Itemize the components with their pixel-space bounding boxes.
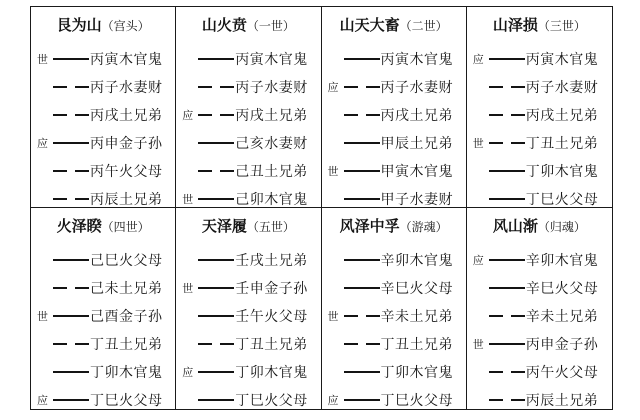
shi-ying-mark: 应 (327, 394, 339, 407)
yao-line (473, 73, 606, 101)
yin-line-symbol (489, 137, 525, 149)
hexagram-title (328, 216, 460, 246)
yin-line-symbol (489, 394, 525, 406)
yao-line (37, 358, 169, 386)
yao-line (37, 73, 169, 101)
line-label: 丙午火父母 (525, 365, 599, 381)
line-label: 壬戌土兄弟 (235, 253, 308, 269)
yao-line (37, 386, 169, 409)
yin-line-symbol (344, 310, 380, 322)
hexagram-tag: （三世） (537, 19, 586, 33)
yao-line (182, 157, 314, 185)
yao-line (328, 358, 460, 386)
yao-line (182, 101, 314, 129)
line-label: 丙子水妻财 (380, 80, 453, 96)
line-list (473, 45, 606, 208)
yang-line-symbol (198, 254, 234, 266)
yao-line (328, 45, 460, 73)
yao-line (328, 274, 460, 302)
hexagram-title (182, 15, 314, 45)
yao-line (473, 274, 606, 302)
line-label: 丁丑土兄弟 (235, 337, 308, 353)
line-label: 己巳火父母 (90, 253, 163, 269)
yang-line-symbol (198, 193, 234, 205)
yao-line (37, 129, 169, 157)
line-label: 丙寅木官鬼 (90, 52, 163, 68)
hexagram-tag: （二世） (399, 19, 448, 33)
line-list (328, 45, 460, 208)
line-label: 丙子水妻财 (235, 80, 308, 96)
yao-line (37, 45, 169, 73)
line-label: 辛巳火父母 (380, 281, 453, 297)
line-label: 丙戌土兄弟 (380, 108, 453, 124)
yin-line-symbol (53, 109, 89, 121)
hexagram-tag: （四世） (101, 220, 150, 234)
hexagram-title (182, 216, 314, 246)
yin-line-symbol (344, 109, 380, 121)
shi-ying-mark: 应 (182, 366, 194, 379)
yin-line-symbol (344, 338, 380, 350)
yao-line (328, 101, 460, 129)
shi-ying-mark: 应 (182, 109, 194, 122)
yao-line (37, 330, 169, 358)
line-list (37, 246, 169, 409)
hexagram-cell (322, 7, 467, 208)
yao-line (473, 129, 606, 157)
yin-line-symbol (53, 165, 89, 177)
line-label: 甲寅木官鬼 (380, 164, 453, 180)
line-label: 丁巳火父母 (90, 393, 163, 409)
line-label: 丙寅木官鬼 (235, 52, 308, 68)
yang-line-symbol (489, 338, 525, 350)
line-label: 辛未土兄弟 (525, 309, 599, 325)
yang-line-symbol (489, 193, 525, 205)
line-list (37, 45, 169, 208)
hexagram-title (37, 216, 169, 246)
line-label: 丙子水妻财 (90, 80, 163, 96)
yang-line-symbol (198, 394, 234, 406)
line-label: 己丑土兄弟 (235, 164, 308, 180)
yin-line-symbol (53, 338, 89, 350)
yin-line-symbol (489, 310, 525, 322)
hexagram-cell (31, 7, 176, 208)
line-label: 丙午火父母 (90, 164, 163, 180)
yao-line (328, 302, 460, 330)
yao-line (473, 157, 606, 185)
yao-line (37, 274, 169, 302)
hexagram-cell (467, 7, 612, 208)
line-label: 壬申金子孙 (235, 281, 308, 297)
hexagram-name: 风山渐 (492, 217, 538, 235)
line-list (473, 246, 606, 409)
line-label: 己未土兄弟 (90, 281, 163, 297)
line-label: 丙子水妻财 (525, 80, 599, 96)
line-label: 丙戌土兄弟 (235, 108, 308, 124)
hexagram-table (30, 6, 613, 410)
shi-ying-mark: 世 (472, 137, 484, 150)
yin-line-symbol (53, 81, 89, 93)
hexagram-title (37, 15, 169, 45)
shi-ying-mark: 世 (37, 310, 48, 323)
line-label: 丁巳火父母 (380, 393, 453, 409)
yao-line (328, 129, 460, 157)
yin-line-symbol (198, 165, 234, 177)
yang-line-symbol (53, 310, 89, 322)
shi-ying-mark: 应 (472, 254, 484, 267)
hexagram-title (473, 216, 606, 246)
hexagram-tag: （五世） (246, 220, 295, 234)
line-list (328, 246, 460, 409)
line-label: 辛巳火父母 (525, 281, 599, 297)
shi-ying-mark: 应 (37, 137, 48, 150)
shi-ying-mark: 应 (472, 53, 484, 66)
line-label: 丙戌土兄弟 (90, 108, 163, 124)
hexagram-cell (322, 208, 467, 409)
yin-line-symbol (489, 109, 525, 121)
yao-line (473, 101, 606, 129)
yao-line (473, 386, 606, 409)
yao-line (473, 302, 606, 330)
yao-line (473, 358, 606, 386)
shi-ying-mark: 世 (182, 193, 194, 206)
yao-line (182, 330, 314, 358)
yao-line (473, 330, 606, 358)
yao-line (328, 157, 460, 185)
yao-line (182, 246, 314, 274)
yao-line (473, 185, 606, 208)
line-label: 丙寅木官鬼 (525, 52, 599, 68)
yang-line-symbol (198, 137, 234, 149)
yin-line-symbol (489, 366, 525, 378)
line-label: 丁巳火父母 (525, 192, 599, 208)
hexagram-name: 艮为山 (56, 16, 102, 34)
line-label: 丙辰土兄弟 (90, 192, 163, 208)
yang-line-symbol (198, 366, 234, 378)
yao-line (182, 274, 314, 302)
hexagram-name: 火泽睽 (56, 217, 102, 235)
yao-line (37, 101, 169, 129)
yao-line (328, 185, 460, 208)
line-label: 丁巳火父母 (235, 393, 308, 409)
hexagram-title (328, 15, 460, 45)
line-label: 丙寅木官鬼 (380, 52, 453, 68)
yin-line-symbol (198, 338, 234, 350)
hexagram-cell (467, 208, 612, 409)
yang-line-symbol (344, 137, 380, 149)
yang-line-symbol (489, 165, 525, 177)
yang-line-symbol (344, 366, 380, 378)
line-label: 丁卯木官鬼 (90, 365, 163, 381)
shi-ying-mark: 世 (472, 338, 484, 351)
yao-line (328, 386, 460, 409)
line-label: 壬午火父母 (235, 309, 308, 325)
yao-line (473, 246, 606, 274)
line-label: 丙申金子孙 (90, 136, 163, 152)
yin-line-symbol (344, 81, 380, 93)
line-label: 辛卯木官鬼 (525, 253, 599, 269)
line-label: 丁丑土兄弟 (90, 337, 163, 353)
yao-line (182, 185, 314, 208)
yang-line-symbol (489, 53, 525, 65)
shi-ying-mark: 世 (327, 310, 339, 323)
line-label: 丙辰土兄弟 (525, 393, 599, 409)
yin-line-symbol (489, 81, 525, 93)
yang-line-symbol (53, 254, 89, 266)
shi-ying-mark: 应 (327, 81, 339, 94)
yang-line-symbol (53, 53, 89, 65)
yao-line (182, 45, 314, 73)
yang-line-symbol (198, 53, 234, 65)
yang-line-symbol (489, 254, 525, 266)
shi-ying-mark: 世 (182, 282, 194, 295)
line-label: 丁丑土兄弟 (380, 337, 453, 353)
hexagram-tag: （游魂） (399, 220, 448, 234)
line-label: 甲子水妻财 (380, 192, 453, 208)
hexagram-tag: （宫头） (101, 19, 150, 33)
line-label: 辛未土兄弟 (380, 309, 453, 325)
line-label: 己亥水妻财 (235, 136, 308, 152)
line-label: 辛卯木官鬼 (380, 253, 453, 269)
yao-line (37, 302, 169, 330)
line-label: 丙戌土兄弟 (525, 108, 599, 124)
hexagram-name: 风泽中孚 (339, 217, 400, 235)
yang-line-symbol (53, 137, 89, 149)
line-list (182, 246, 314, 409)
yang-line-symbol (53, 366, 89, 378)
hexagram-cell (31, 208, 176, 409)
yao-line (37, 246, 169, 274)
yao-line (182, 129, 314, 157)
line-list (182, 45, 314, 208)
yang-line-symbol (344, 394, 380, 406)
yang-line-symbol (198, 282, 234, 294)
yin-line-symbol (53, 193, 89, 205)
yao-line (182, 302, 314, 330)
yao-line (328, 246, 460, 274)
yao-line (473, 45, 606, 73)
yin-line-symbol (53, 282, 89, 294)
hexagram-name: 山泽损 (492, 16, 538, 34)
shi-ying-mark: 世 (327, 165, 339, 178)
line-label: 丁卯木官鬼 (525, 164, 599, 180)
hexagram-name: 天泽履 (201, 217, 247, 235)
hexagram-cell (176, 208, 321, 409)
yao-line (37, 157, 169, 185)
line-label: 甲辰土兄弟 (380, 136, 453, 152)
hexagram-name: 山天大畜 (339, 16, 400, 34)
yin-line-symbol (198, 81, 234, 93)
hexagram-cell (176, 7, 321, 208)
yao-line (328, 73, 460, 101)
yao-line (182, 358, 314, 386)
hexagram-title (473, 15, 606, 45)
yang-line-symbol (344, 254, 380, 266)
hexagram-name: 山火贲 (201, 16, 247, 34)
line-label: 己卯木官鬼 (235, 192, 308, 208)
line-label: 丁丑土兄弟 (525, 136, 599, 152)
yang-line-symbol (489, 282, 525, 294)
shi-ying-mark: 应 (37, 394, 48, 407)
hexagram-tag: （一世） (246, 19, 295, 33)
yang-line-symbol (344, 282, 380, 294)
shi-ying-mark: 世 (37, 53, 48, 66)
yao-line (328, 330, 460, 358)
line-label: 丁卯木官鬼 (235, 365, 308, 381)
yao-line (182, 73, 314, 101)
line-label: 己酉金子孙 (90, 309, 163, 325)
yao-line (37, 185, 169, 208)
yang-line-symbol (198, 310, 234, 322)
line-label: 丁卯木官鬼 (380, 365, 453, 381)
yin-line-symbol (198, 109, 234, 121)
hexagram-tag: （归魂） (537, 220, 586, 234)
yang-line-symbol (53, 394, 89, 406)
yang-line-symbol (344, 53, 380, 65)
line-label: 丙申金子孙 (525, 337, 599, 353)
yang-line-symbol (344, 193, 380, 205)
yang-line-symbol (344, 165, 380, 177)
yao-line (182, 386, 314, 409)
